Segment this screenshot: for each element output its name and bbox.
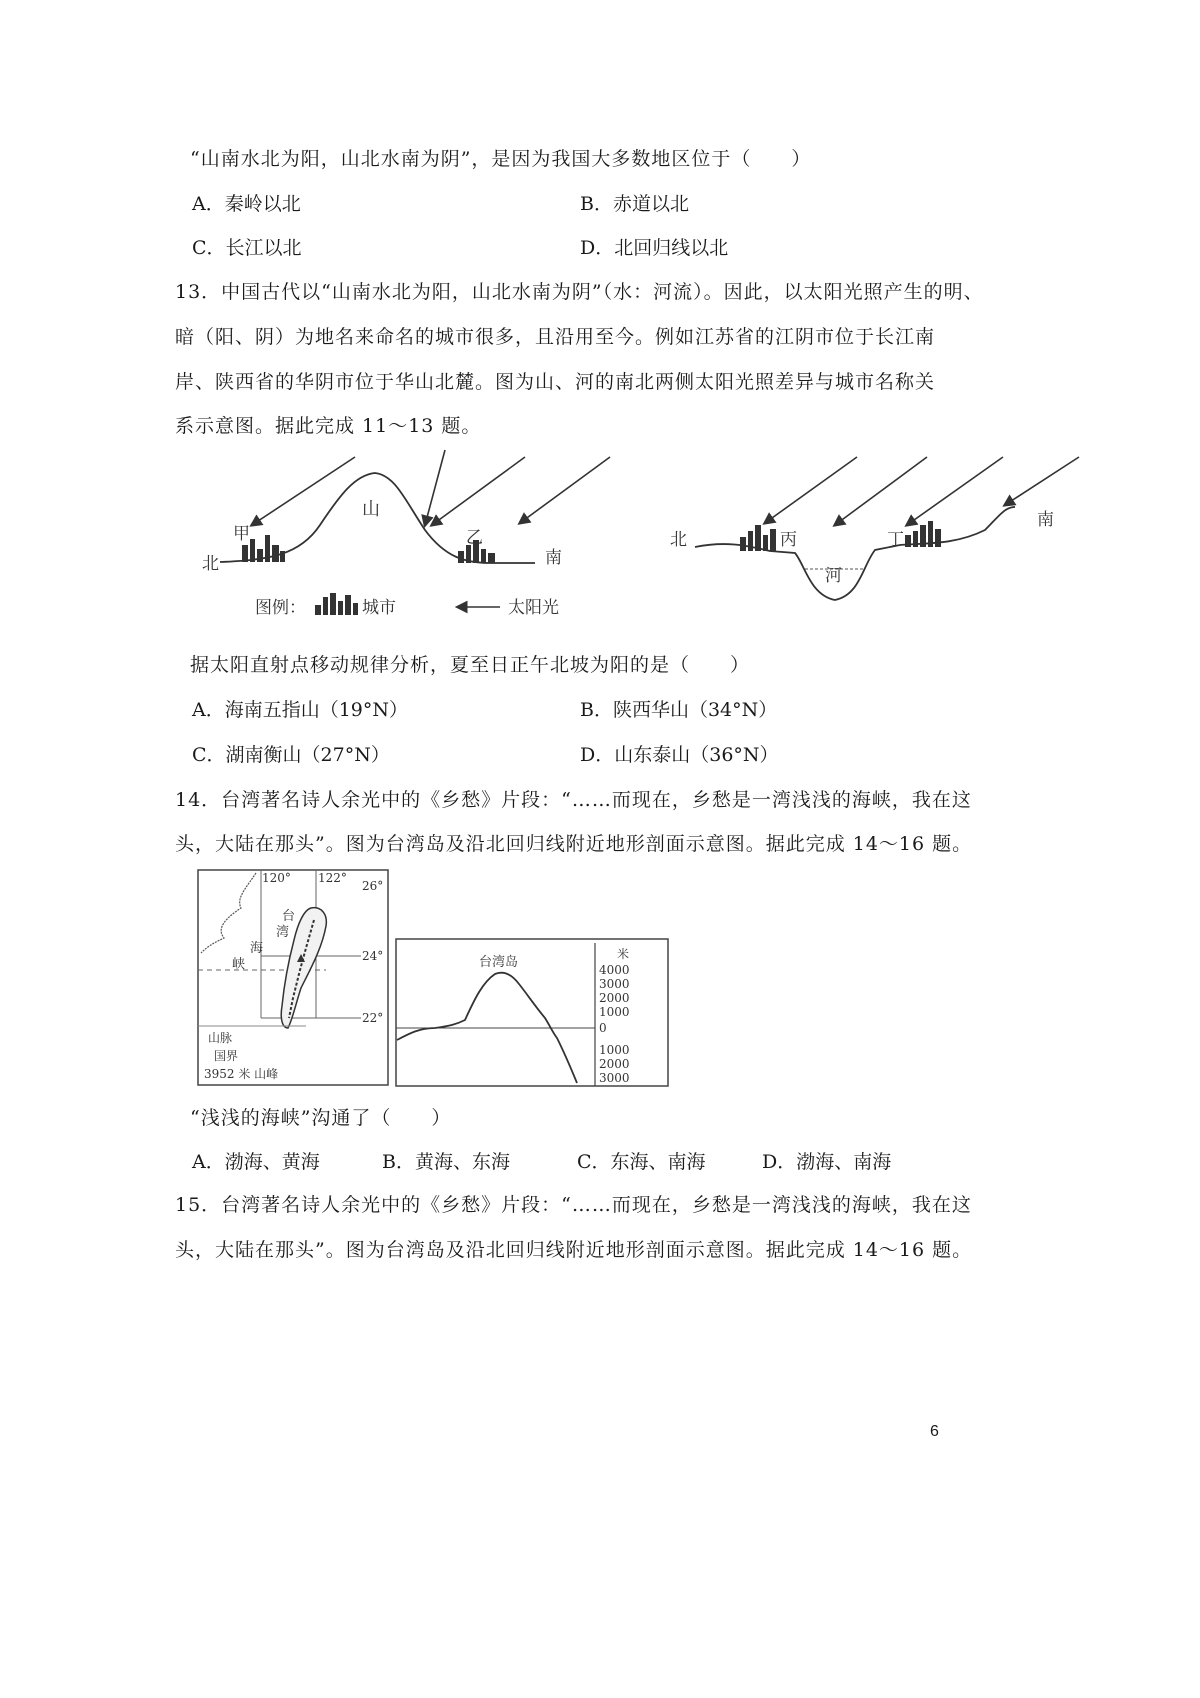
q13-option-c: C．湖南衡山（27°N） <box>192 744 390 766</box>
mainland-coast <box>201 873 256 953</box>
label-bing: 丙 <box>780 530 797 550</box>
q14-text-line-1: 14．台湾著名诗人余光中的《乡愁》片段：“……而现在，乡愁是一湾浅浅的海峡，我在这 <box>175 789 972 811</box>
city-icon-bing <box>740 525 776 551</box>
label-north-1: 北 <box>202 554 219 574</box>
legend-title: 图例： <box>255 598 306 618</box>
map-lon-120: 120° <box>262 871 291 885</box>
q13-option-b: B．陕西华山（34°N） <box>580 699 778 721</box>
map-legend-range: 山脉 <box>208 1031 233 1045</box>
map-legend-border: 国界 <box>214 1049 239 1063</box>
sun-ray-6 <box>835 457 927 525</box>
sun-ray-7 <box>907 457 1003 525</box>
map-strait-char-4: 峡 <box>232 957 246 972</box>
profile-tick-4000: 4000 <box>599 963 630 977</box>
map-strait-char-2: 湾 <box>276 925 290 940</box>
profile-island-label: 台湾岛 <box>479 955 519 970</box>
q14-option-b: B．黄海、东海 <box>382 1151 510 1173</box>
city-icon-ding <box>905 521 941 547</box>
q13-option-a: A．海南五指山（19°N） <box>192 699 409 721</box>
sun-ray-3 <box>432 457 525 525</box>
q14-option-c: C．东海、南海 <box>577 1151 706 1173</box>
profile-tick-0: 0 <box>599 1021 607 1035</box>
map-lat-26: 26° <box>362 879 384 893</box>
q13-text-line-3: 岸、陕西省的华阴市位于华山北麓。图为山、河的南北两侧太阳光照差异与城市名称关 <box>175 371 936 393</box>
page-number: 6 <box>930 1423 939 1440</box>
legend-city-icon <box>315 593 358 615</box>
profile-tick-neg-3000: 3000 <box>599 1071 630 1085</box>
sun-ray-4 <box>520 457 610 523</box>
q14-text-line-2: 头，大陆在那头”。图为台湾岛及沿北回归线附近地形剖面示意图。据此完成 14～16 题。 <box>175 833 973 855</box>
q13-option-d: D．山东泰山（36°N） <box>580 744 779 766</box>
sun-ray-8 <box>1005 457 1079 505</box>
q13-text-line-2: 暗（阳、阴）为地名来命名的城市很多，且沿用至今。例如江苏省的江阴市位于长江南 <box>175 326 936 348</box>
q14-stem: “浅浅的海峡”沟通了（ ） <box>190 1107 452 1129</box>
q13-stem: 据太阳直射点移动规律分析，夏至日正午北坡为阳的是（ ） <box>190 654 751 676</box>
legend-city: 城市 <box>362 598 396 618</box>
map-lat-22: 22° <box>362 1011 384 1025</box>
legend-sunlight: 太阳光 <box>508 598 559 618</box>
label-ding: 丁 <box>887 530 904 550</box>
mountain-sunlight-figure <box>190 445 630 640</box>
q14-option-d: D．渤海、南海 <box>762 1151 892 1173</box>
q13-text-line-1: 13．中国古代以“山南水北为阳，山北水南为阴”（水：河流）。因此，以太阳光照产生的明、 <box>175 281 984 303</box>
river-sunlight-figure <box>665 445 1085 625</box>
profile-unit: 米 <box>617 947 630 961</box>
map-strait-char-1: 台 <box>282 909 296 924</box>
map-lon-122: 122° <box>318 871 347 885</box>
profile-tick-1000: 1000 <box>599 1005 630 1019</box>
profile-tick-neg-2000: 2000 <box>599 1057 630 1071</box>
map-lat-24: 24° <box>362 949 384 963</box>
q12-option-b: B．赤道以北 <box>580 193 689 215</box>
label-yi: 乙 <box>466 528 483 548</box>
label-north-2: 北 <box>670 530 687 550</box>
sun-ray-5 <box>765 457 857 523</box>
sun-ray-1 <box>252 457 355 525</box>
q12-stem: “山南水北为阳，山北水南为阴”，是因为我国大多数地区位于（ ） <box>190 148 812 170</box>
q12-option-d: D．北回归线以北 <box>580 237 729 259</box>
profile-tick-2000: 2000 <box>599 991 630 1005</box>
q14-option-a: A．渤海、黄海 <box>192 1151 320 1173</box>
q15-text-line-1: 15．台湾著名诗人余光中的《乡愁》片段：“……而现在，乡愁是一湾浅浅的海峡，我在这 <box>175 1194 972 1216</box>
terrain-profile <box>395 938 670 1088</box>
taiwan-map <box>196 868 391 1088</box>
label-south-1: 南 <box>545 548 562 568</box>
profile-tick-neg-1000: 1000 <box>599 1043 630 1057</box>
river-valley-profile <box>695 507 1015 600</box>
label-jia: 甲 <box>233 524 250 544</box>
q15-text-line-2: 头，大陆在那头”。图为台湾岛及沿北回归线附近地形剖面示意图。据此完成 14～16 题。 <box>175 1239 973 1261</box>
sun-ray-2 <box>425 450 445 525</box>
label-river: 河 <box>825 566 842 586</box>
map-strait-char-3: 海 <box>250 941 264 956</box>
q13-text-line-4: 系示意图。据此完成 11～13 题。 <box>175 415 482 437</box>
q12-option-a: A．秦岭以北 <box>192 193 301 215</box>
map-legend-peak: 3952 米 山峰 <box>204 1067 279 1081</box>
label-south-2: 南 <box>1037 510 1054 530</box>
label-mountain: 山 <box>362 499 380 520</box>
q12-option-c: C．长江以北 <box>192 237 302 259</box>
profile-tick-3000: 3000 <box>599 977 630 991</box>
